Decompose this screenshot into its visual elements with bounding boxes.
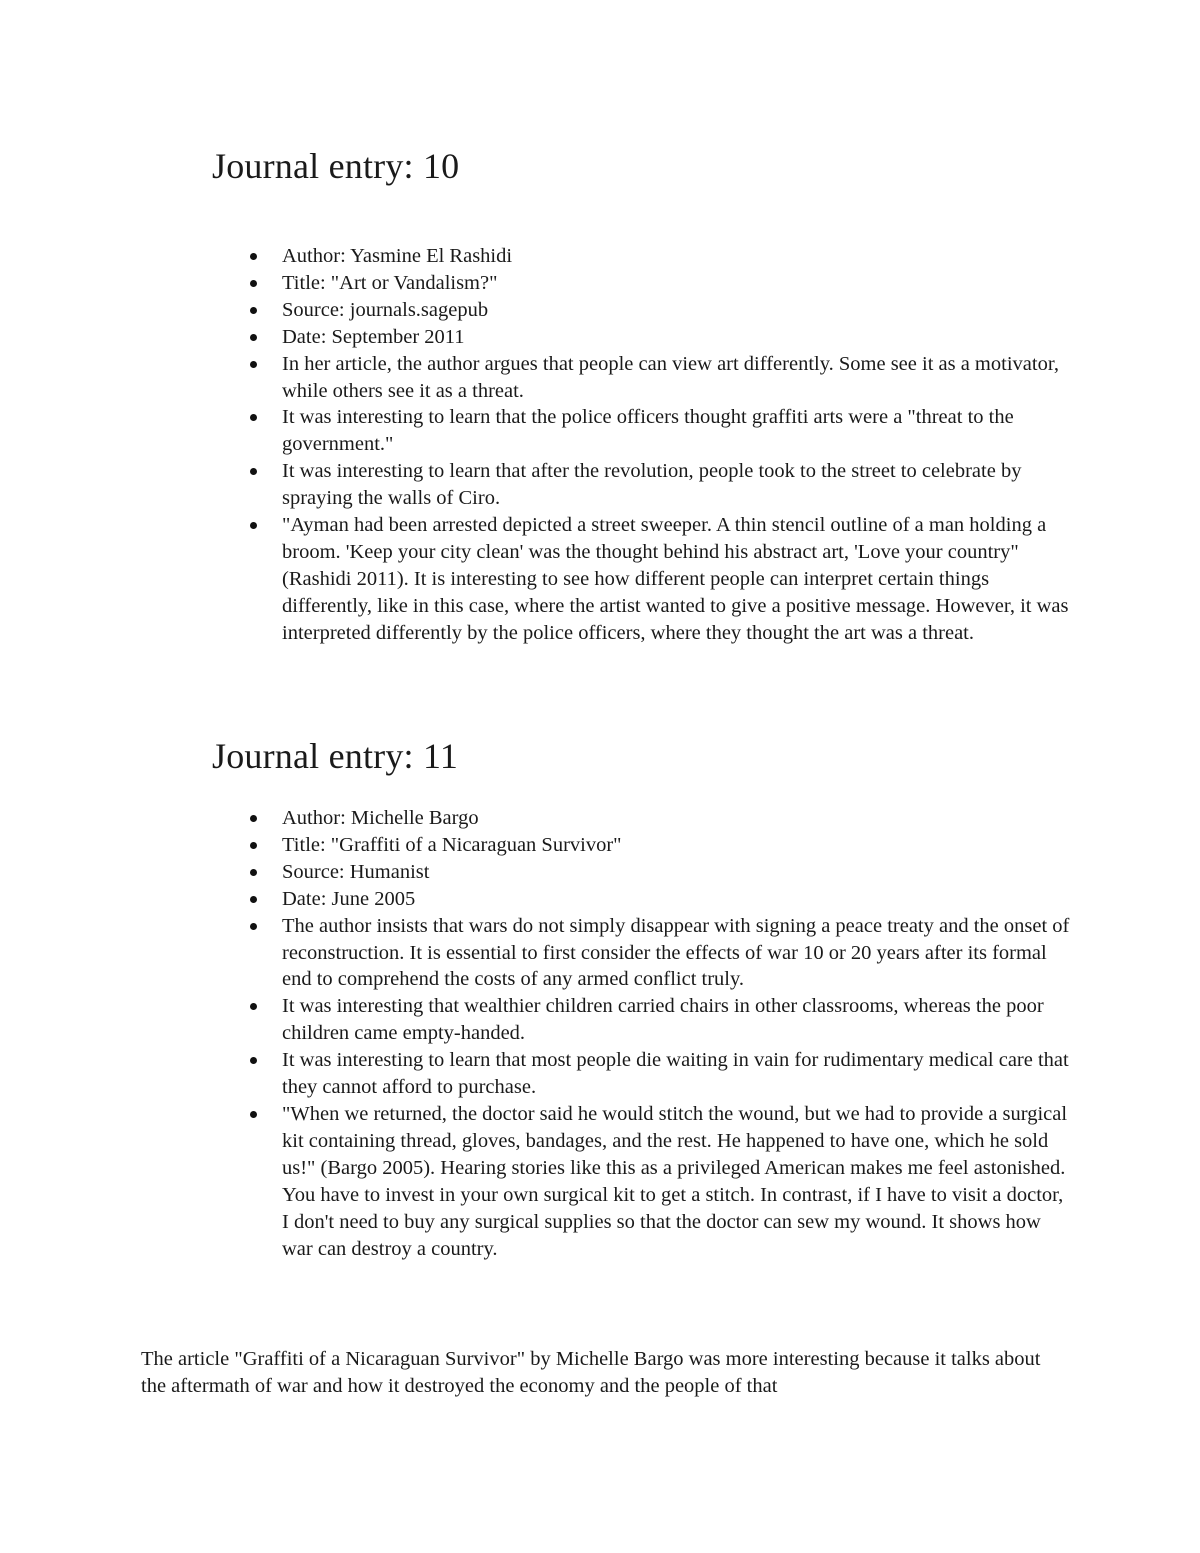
list-item	[242, 270, 1072, 297]
list-item	[242, 886, 1072, 913]
list-item	[242, 805, 1072, 832]
bullet-icon	[250, 1111, 257, 1118]
bullet-icon	[250, 923, 257, 930]
author-line: Author: Yasmine El Rashidi	[282, 245, 513, 267]
source-line: Source: Humanist	[282, 860, 430, 883]
bullet-icon	[250, 1057, 257, 1064]
observation-text: It was interesting to learn that after the revolution, people took to the street to celebrate by spraying the walls of Ciro.	[282, 460, 1022, 510]
date-line: Date: September 2011	[282, 325, 465, 348]
list-item	[242, 243, 1072, 270]
summary-text: In her article, the author argues that people can view art differently. Some see it as a motivator, while others see it as a threat.	[282, 352, 1059, 402]
journal-entry-10-list	[242, 243, 1072, 647]
bullet-icon	[250, 361, 257, 368]
date-line: Date: June 2005	[282, 887, 416, 910]
author-line: Author: Michelle Bargo	[282, 807, 479, 829]
bullet-icon	[250, 896, 257, 903]
bullet-icon	[250, 842, 257, 849]
journal-entry-11-list	[242, 805, 1072, 1262]
list-item	[242, 351, 1072, 405]
bullet-icon	[250, 522, 257, 529]
list-item	[242, 832, 1072, 859]
list-item	[242, 1047, 1072, 1101]
summary-text: The author insists that wars do not simply disappear with signing a peace treaty and the onset of reconstruction. It is essential to first consider the effects of war 10 or 20 years after its formal end to comprehend the costs of any armed conflict truly.	[282, 914, 1070, 991]
observation-text: It was interesting that wealthier children carried chairs in other classrooms, whereas the poor children came empty-handed.	[282, 995, 1044, 1045]
bullet-icon	[250, 869, 257, 876]
journal-entry-11-heading: Journal entry: 11	[212, 736, 459, 776]
bullet-icon	[250, 253, 257, 260]
bullet-icon	[250, 334, 257, 341]
bullet-icon	[250, 1003, 257, 1010]
bullet-icon	[250, 280, 257, 287]
list-item	[242, 297, 1072, 324]
bullet-icon	[250, 414, 257, 421]
list-item	[242, 993, 1072, 1047]
bullet-icon	[250, 307, 257, 314]
bullet-icon	[250, 468, 257, 475]
source-line: Source: journals.sagepub	[282, 298, 489, 321]
title-line: Title: "Art or Vandalism?"	[282, 271, 498, 294]
journal-entry-10-heading: Journal entry: 10	[212, 146, 460, 186]
list-item	[242, 512, 1072, 647]
list-item	[242, 324, 1072, 351]
list-item	[242, 404, 1072, 458]
list-item	[242, 913, 1072, 994]
conclusion-paragraph: The article "Graffiti of a Nicaraguan Survivor" by Michelle Bargo was more interesting because it talks about the aftermath of war and how it destroyed the economy and the people of that	[141, 1348, 1041, 1397]
list-item	[242, 859, 1072, 886]
list-item	[242, 458, 1072, 512]
title-line: Title: "Graffiti of a Nicaraguan Survivor"	[282, 833, 622, 856]
quote-reflection-text: "When we returned, the doctor said he would stitch the wound, but we had to provide a surgical kit containing thread, gloves, bandages, and the rest. He happened to have one, which he sold us!" (Bargo 2005). Hearing stories like this as a privileged American makes me feel astonished. You have to invest in your own surgical kit to get a stitch. In contrast, if I have to visit a doctor, I don't need to buy any surgical supplies so that the doctor can sew my wound. It shows how war can destroy a country.	[282, 1102, 1068, 1260]
observation-text: It was interesting to learn that most people die waiting in vain for rudimentary medical care that they cannot afford to purchase.	[282, 1049, 1069, 1099]
list-item	[242, 1101, 1072, 1262]
quote-reflection-text: "Ayman had been arrested depicted a street sweeper. A thin stencil outline of a man holding a broom. 'Keep your city clean' was the thought behind his abstract art, 'Love your country" (Rashidi 2011). It is interesting to see how different people can interpret certain things differently, like in this case, where the artist wanted to give a positive message. However, it was interpreted differently by the police officers, where they thought the art was a threat.	[282, 514, 1069, 644]
observation-text: It was interesting to learn that the police officers thought graffiti arts were a "threat to the government."	[282, 406, 1014, 456]
bullet-icon	[250, 815, 257, 822]
